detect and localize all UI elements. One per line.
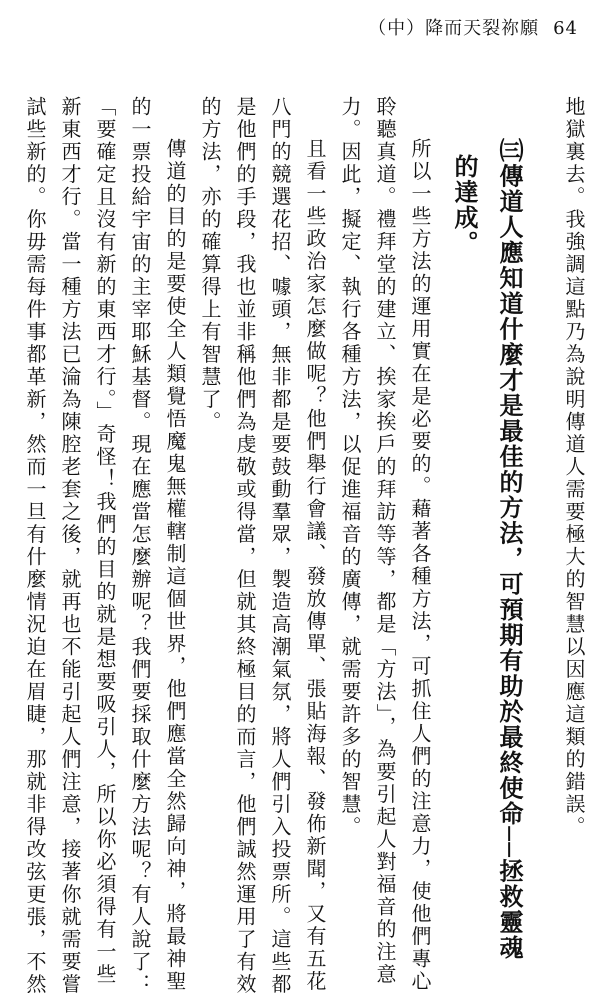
text-column-6: 力。因此，擬定、執行各種方法，以促進福音的廣傳，就需要許多的智慧。 — [338, 96, 362, 839]
text-column-5: 聆聽真道。禮拜堂的建立、挨家挨戶的拜訪等等，都是「方法」，為要引起人對福音的注意 — [373, 96, 397, 986]
text-column-13: 「要確定且沒有新的東西才行。」奇怪！我們的目的就是想要吸引人，所以你必須得有一些 — [93, 96, 117, 986]
text-column-10: 的方法，亦的確算得上有智慧了。 — [198, 96, 222, 434]
section-heading-continuation: 的達成。 — [450, 154, 478, 256]
text-column-1: 地獄裏去。我強調這點乃為說明傳道人需要極大的智慧以因應這類的錯誤。 — [562, 96, 586, 839]
text-column-14: 新東西才行。當一種方法已淪為陳腔老套之後，就再也不能引起人們注意，接著你就需要嘗 — [58, 96, 82, 996]
text-column-4: 所以一些方法的運用實在是必要的。藉著各種方法，可抓住人們的注意力，使他們專心 — [408, 138, 432, 993]
text-column-12: 的一票投給宇宙的主宰耶穌基督。現在應當怎麼辦呢？我們要採取什麼方法呢？有人說了： — [128, 96, 152, 996]
text-column-11: 傳道的目的是要使全人類覺悟魔鬼無權轄制這個世界，他們應當全然歸向神，將最神聖 — [163, 138, 187, 993]
page-number: 64 — [553, 18, 578, 39]
text-column-15: 試些新的。你毋需每件事都革新，然而一旦有什麼情況迫在眉睫，那就非得改弦更張，不然 — [23, 96, 47, 996]
text-column-8: 八門的競選花招、噱頭，無非都是要鼓動羣眾，製造高潮氣氛，將人們引入投票所。這些都 — [268, 96, 292, 996]
section-heading: ㈢傳道人應知道什麼才是最佳的方法，可預期有助於最終使命──拯救靈魂 — [495, 138, 523, 961]
header-title: （中）降而天裂祢願 — [368, 18, 540, 39]
text-column-7: 且看一些政治家怎麼做呢？他們舉行會議、發放傳單、張貼海報、發佈新聞，又有五花 — [303, 138, 327, 993]
running-header — [368, 14, 578, 40]
text-column-9: 是他們的手段，我也並非稱他們為虔敬或得當，但就其終極目的而言，他們誠然運用了有效 — [233, 96, 257, 996]
